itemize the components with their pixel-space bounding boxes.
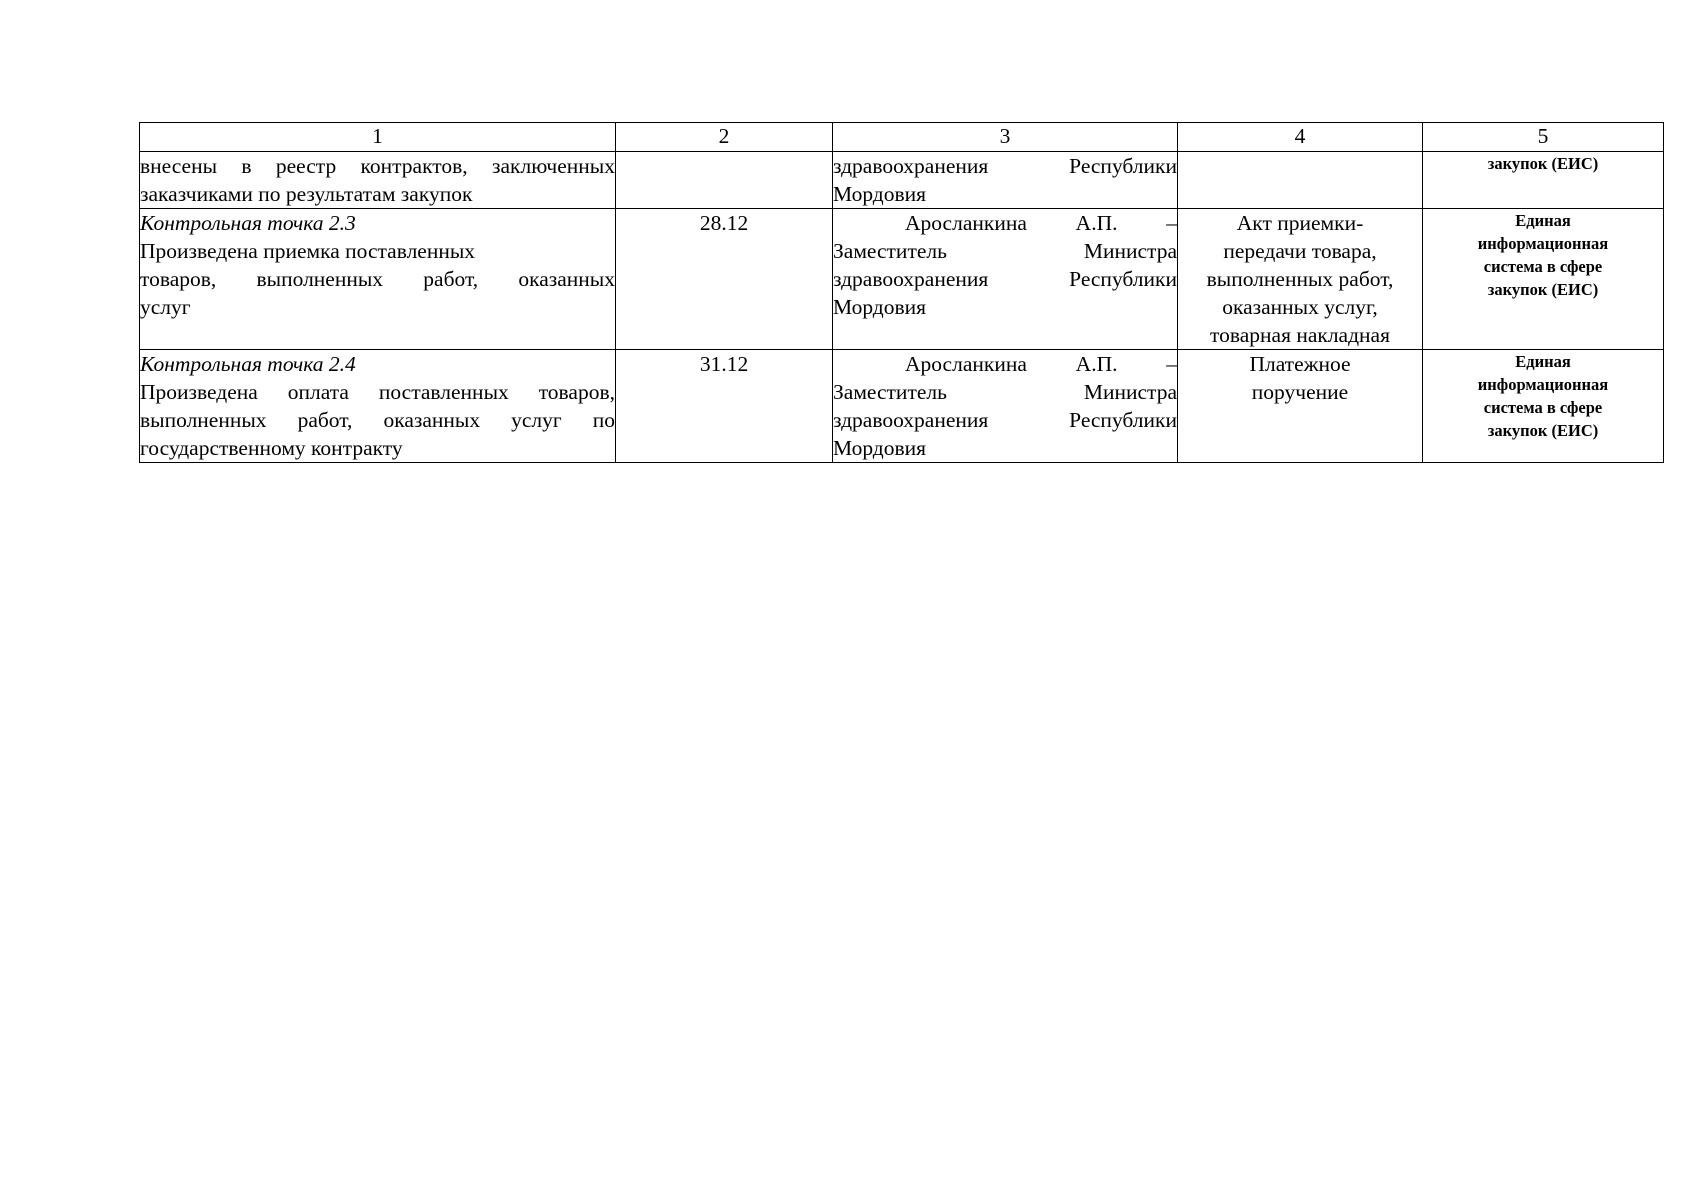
table-row	[140, 350, 1664, 463]
description-cell	[140, 152, 616, 209]
responsible-cell	[833, 350, 1178, 463]
document-line: Акт приемки-	[1236, 211, 1364, 235]
checkpoint-title: Контрольная точка 2.4	[140, 352, 356, 376]
responsible-line: Мордовия	[833, 182, 927, 206]
responsible-line: здравоохранения Республики	[833, 408, 1177, 432]
system-line: закупок (ЕИС)	[1487, 154, 1599, 173]
responsible-cell	[833, 209, 1178, 350]
description-line: Произведена приемка поставленных	[140, 239, 476, 263]
description-cell	[140, 350, 616, 463]
document-line: поручение	[1251, 380, 1349, 404]
header-cell: 4	[1178, 123, 1423, 152]
date-cell: 28.12	[616, 209, 833, 350]
description-line: Произведена оплата поставленных товаров,	[140, 380, 615, 404]
header-cell: 3	[833, 123, 1178, 152]
responsible-line: здравоохранения Республики	[833, 154, 1177, 178]
system-line: информационная	[1477, 234, 1609, 253]
system-cell	[1423, 152, 1664, 209]
description-line: заказчиками по результатам закупок	[140, 182, 473, 206]
date-cell	[616, 152, 833, 209]
document-line: оказанных услуг,	[1222, 295, 1378, 319]
responsible-line: Аросланкина А.П. –	[905, 211, 1177, 235]
description-cell	[140, 209, 616, 350]
date-cell: 31.12	[616, 350, 833, 463]
table-row	[140, 152, 1664, 209]
document-cell	[1178, 152, 1423, 209]
responsible-line: Мордовия	[833, 436, 927, 460]
system-line: закупок (ЕИС)	[1487, 280, 1599, 299]
description-line: выполненных работ, оказанных услуг по	[140, 408, 615, 432]
document-line: Платежное	[1249, 352, 1351, 376]
document-line: выполненных работ,	[1206, 267, 1394, 291]
description-line: товаров, выполненных работ, оказанных	[140, 267, 615, 291]
system-line: Единая	[1515, 352, 1571, 371]
document-line: передачи товара,	[1223, 239, 1377, 263]
system-line: информационная	[1477, 375, 1609, 394]
description-line: внесены в реестр контрактов, заключенных	[140, 154, 615, 178]
system-cell	[1423, 209, 1664, 350]
responsible-line: Мордовия	[833, 295, 927, 319]
document-line: товарная накладная	[1210, 323, 1390, 347]
description-line: государственному контракту	[140, 436, 403, 460]
header-cell: 5	[1423, 123, 1664, 152]
responsible-line: Заместитель Министра	[833, 239, 1177, 263]
responsible-line: Заместитель Министра	[833, 380, 1177, 404]
system-cell	[1423, 350, 1664, 463]
system-line: закупок (ЕИС)	[1487, 421, 1599, 440]
header-cell: 1	[140, 123, 616, 152]
system-line: система в сфере	[1483, 398, 1603, 417]
checkpoint-title: Контрольная точка 2.3	[140, 211, 356, 235]
table-row	[140, 209, 1664, 350]
responsible-line: здравоохранения Республики	[833, 267, 1177, 291]
responsible-cell	[833, 152, 1178, 209]
table-header-row	[140, 123, 1664, 152]
system-line: система в сфере	[1483, 257, 1603, 276]
document-cell	[1178, 209, 1423, 350]
plan-table	[139, 122, 1664, 463]
system-line: Единая	[1515, 211, 1571, 230]
description-line: услуг	[140, 295, 191, 319]
responsible-line: Аросланкина А.П. –	[905, 352, 1177, 376]
document-cell	[1178, 350, 1423, 463]
header-cell: 2	[616, 123, 833, 152]
